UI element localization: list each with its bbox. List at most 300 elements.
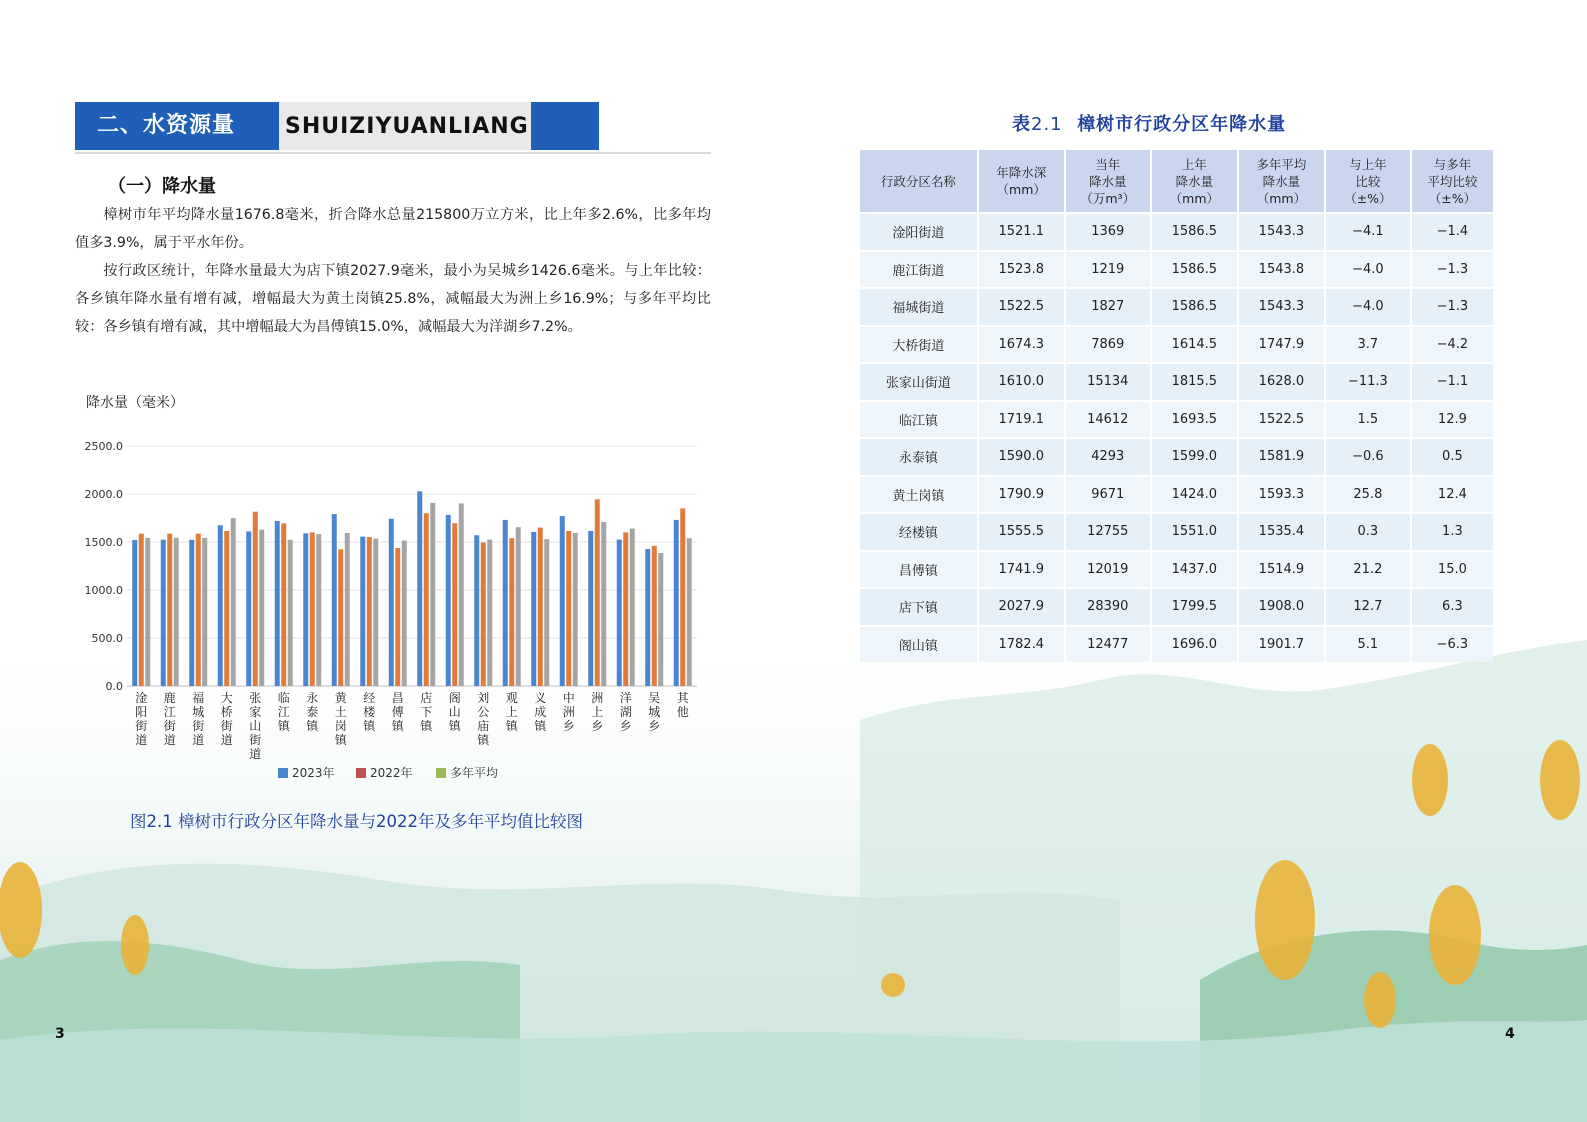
- table-cell-value: 1747.9: [1239, 325, 1326, 363]
- x-tick-char: 街: [135, 719, 148, 733]
- x-tick-char: 洲: [562, 705, 575, 719]
- table-row: [860, 400, 1493, 438]
- table-cell-value: 12.4: [1412, 475, 1493, 513]
- x-tick-char: 家: [249, 705, 262, 719]
- x-tick-char: 街: [220, 719, 233, 733]
- page-number-right: 4: [1505, 1026, 1515, 1042]
- x-tick-char: 洋: [619, 691, 632, 705]
- table-cell-value: 1424.0: [1152, 475, 1239, 513]
- x-tick-char: 城: [192, 705, 205, 719]
- subsection-title: （一）降水量: [108, 176, 216, 197]
- y-tick-label: 1500.0: [84, 536, 123, 549]
- table-header-line: 平均比较: [1427, 173, 1478, 189]
- table-header-row: [860, 150, 1493, 212]
- table-cell-value: 12477: [1066, 625, 1152, 663]
- table-cell-value: 1908.0: [1239, 587, 1326, 625]
- bar-average: [544, 539, 549, 686]
- table-cell-value: 0.5: [1412, 437, 1493, 475]
- y-tick-label: 2000.0: [84, 488, 123, 501]
- x-tick-char: 庙: [477, 719, 490, 733]
- legend-label-2023: 2023年: [292, 766, 335, 780]
- table-cell-value: 1590.0: [979, 437, 1066, 475]
- bar-2022: [424, 513, 429, 686]
- table-cell-value: 1523.8: [979, 250, 1066, 288]
- x-tick-label: [164, 690, 176, 747]
- x-tick-label: [648, 691, 660, 733]
- table-row: [860, 512, 1493, 550]
- table-header-line: 上年: [1181, 156, 1207, 172]
- table-cell-value: −4.2: [1412, 325, 1493, 363]
- x-tick-label: [335, 691, 348, 747]
- x-tick-char: 岗: [334, 719, 347, 733]
- table-cell-value: 1.5: [1326, 400, 1412, 438]
- table-cell-value: 1782.4: [979, 625, 1066, 663]
- table-cell-value: −0.6: [1326, 437, 1412, 475]
- bar-2022: [481, 542, 486, 686]
- x-tick-char: 鹿: [163, 691, 176, 705]
- x-tick-char: 淦: [135, 691, 148, 705]
- table-cell-region: 经楼镇: [860, 512, 979, 550]
- table-cell-value: 1799.5: [1152, 587, 1239, 625]
- x-tick-char: 乡: [591, 719, 604, 733]
- x-tick-char: 经: [363, 691, 376, 705]
- table-cell-value: 1555.5: [979, 512, 1066, 550]
- x-tick-label: [449, 690, 462, 733]
- x-tick-char: 江: [277, 705, 290, 719]
- table-header-line: 降水量: [1089, 173, 1127, 189]
- x-tick-label: [249, 691, 261, 760]
- bar-2022: [253, 512, 258, 686]
- y-tick-label: 1000.0: [84, 584, 123, 597]
- table-row: [860, 587, 1493, 625]
- table-cell-value: 21.2: [1326, 550, 1412, 588]
- table-cell-value: 5.1: [1326, 625, 1412, 663]
- table-cell-value: 0.3: [1326, 512, 1412, 550]
- table-header-cell: [979, 150, 1066, 212]
- table-cell-value: 9671: [1066, 475, 1152, 513]
- legend-label-2022: 2022年: [370, 766, 413, 780]
- header-divider: [75, 152, 711, 154]
- bar-2022: [652, 546, 657, 686]
- table-cell-value: 1719.1: [979, 400, 1066, 438]
- table-cell-value: 28390: [1066, 587, 1152, 625]
- x-tick-label: [135, 691, 147, 747]
- table-cell-value: 1369: [1066, 212, 1152, 250]
- table-cell-value: 1581.9: [1239, 437, 1326, 475]
- table-cell-region: 张家山街道: [860, 362, 979, 400]
- bar-2023: [674, 520, 679, 686]
- table-cell-value: 1551.0: [1152, 512, 1239, 550]
- bar-average: [630, 529, 635, 686]
- table-cell-value: −1.1: [1412, 362, 1493, 400]
- bar-average: [573, 533, 578, 686]
- x-tick-char: 阳: [135, 705, 148, 719]
- bar-2023: [132, 540, 137, 686]
- table-header-line: （万m³）: [1080, 190, 1136, 206]
- table-header-line: 与多年: [1433, 156, 1472, 172]
- x-tick-char: 吴: [648, 691, 661, 705]
- x-tick-char: 镇: [391, 719, 404, 733]
- bar-2023: [417, 491, 422, 686]
- x-tick-label: [192, 691, 204, 747]
- bar-2023: [531, 532, 536, 686]
- table-header-line: （±%）: [1428, 190, 1477, 206]
- y-tick-label: 2500.0: [84, 440, 123, 453]
- table-cell-value: 1610.0: [979, 362, 1066, 400]
- bar-average: [231, 518, 236, 686]
- x-tick-char: 黄: [334, 691, 347, 705]
- bar-2022: [196, 534, 201, 686]
- table-cell-value: 4293: [1066, 437, 1152, 475]
- x-tick-char: 永: [306, 691, 319, 705]
- table-cell-value: 1437.0: [1152, 550, 1239, 588]
- x-tick-char: 镇: [534, 719, 547, 733]
- table-header-cell: [860, 150, 979, 212]
- bar-2022: [680, 508, 685, 686]
- bar-2023: [503, 520, 508, 686]
- x-tick-label: [477, 691, 490, 747]
- table-header-cell: [1066, 150, 1152, 212]
- x-tick-label: [221, 690, 233, 747]
- x-tick-char: 福: [192, 691, 205, 705]
- x-tick-char: 傅: [391, 705, 404, 719]
- x-tick-char: 上: [591, 705, 604, 719]
- bar-2022: [224, 531, 229, 686]
- x-tick-char: 桥: [220, 705, 233, 719]
- table-cell-value: 1614.5: [1152, 325, 1239, 363]
- x-tick-char: 大: [220, 691, 233, 705]
- bar-2022: [338, 549, 343, 686]
- x-tick-char: 张: [249, 691, 262, 705]
- table-row: [860, 437, 1493, 475]
- table-cell-value: −1.4: [1412, 212, 1493, 250]
- x-tick-char: 楼: [363, 705, 376, 719]
- table-row: [860, 325, 1493, 363]
- table-cell-value: 12019: [1066, 550, 1152, 588]
- table-cell-value: 7869: [1066, 325, 1152, 363]
- x-tick-label: [306, 691, 319, 733]
- x-tick-char: 公: [477, 705, 490, 719]
- table-cell-value: 1543.3: [1239, 212, 1326, 250]
- bar-2023: [617, 540, 622, 686]
- table-caption: [1012, 110, 1286, 136]
- x-tick-char: 下: [420, 705, 433, 719]
- table-cell-value: 2027.9: [979, 587, 1066, 625]
- x-tick-char: 江: [163, 705, 176, 719]
- bar-2022: [367, 537, 372, 686]
- table-caption-prefix: 表: [1012, 114, 1031, 135]
- table-cell-region: 永泰镇: [860, 437, 979, 475]
- x-tick-char: 山: [448, 705, 461, 719]
- table-header-line: （±%）: [1344, 190, 1392, 206]
- x-tick-label: [392, 691, 405, 733]
- table-row: [860, 625, 1493, 663]
- table-cell-value: −4.1: [1326, 212, 1412, 250]
- table-cell-value: 15.0: [1412, 550, 1493, 588]
- bar-2022: [167, 534, 172, 686]
- rainfall-table: [860, 150, 1493, 662]
- x-tick-char: 湖: [619, 705, 632, 719]
- table-cell-value: 6.3: [1412, 587, 1493, 625]
- table-header-line: 降水量: [1175, 173, 1214, 189]
- table-caption-number: 2.1: [1031, 114, 1063, 135]
- table-cell-value: −1.3: [1412, 287, 1493, 325]
- section-title-en: SHUIZIYUANLIANG: [279, 102, 531, 150]
- table-cell-region: 昌傅镇: [860, 550, 979, 588]
- bar-average: [259, 530, 264, 686]
- table-cell-region: 大桥街道: [860, 325, 979, 363]
- table-cell-region: 淦阳街道: [860, 212, 979, 250]
- bar-average: [601, 522, 606, 686]
- table-cell-value: 1593.3: [1239, 475, 1326, 513]
- x-tick-char: 道: [220, 733, 233, 747]
- table-cell-value: 1586.5: [1152, 212, 1239, 250]
- table-cell-value: 1628.0: [1239, 362, 1326, 400]
- bar-average: [202, 538, 207, 686]
- x-tick-char: 镇: [277, 719, 290, 733]
- bar-average: [373, 539, 378, 686]
- table-row: [860, 550, 1493, 588]
- legend-item-2023: [278, 764, 335, 781]
- x-tick-char: 店: [420, 691, 433, 705]
- table-header-line: 与上年: [1349, 156, 1387, 172]
- x-tick-label: [506, 691, 519, 733]
- chart-y-axis-label: 降水量（毫米）: [86, 395, 184, 411]
- table-cell-value: 15134: [1066, 362, 1152, 400]
- table-header-line: 比较: [1355, 173, 1381, 189]
- x-tick-char: 他: [676, 705, 689, 719]
- bar-average: [687, 538, 692, 686]
- x-tick-char: 街: [192, 719, 205, 733]
- bar-2023: [332, 514, 337, 686]
- bar-2022: [538, 528, 543, 686]
- x-tick-char: 义: [534, 691, 547, 705]
- x-tick-char: 街: [163, 719, 176, 733]
- x-tick-char: 镇: [477, 733, 490, 747]
- table-header-cell: [1326, 150, 1412, 212]
- bar-2022: [509, 538, 514, 686]
- bar-2023: [560, 516, 565, 686]
- bar-2023: [588, 531, 593, 686]
- legend-swatch-average: [436, 768, 446, 778]
- table-cell-value: 12.7: [1326, 587, 1412, 625]
- bar-2022: [623, 532, 628, 686]
- y-tick-label: 0.0: [105, 680, 123, 693]
- x-tick-label: [591, 691, 603, 733]
- table-cell-value: −11.3: [1326, 362, 1412, 400]
- x-tick-char: 山: [249, 719, 262, 733]
- bar-2023: [360, 537, 365, 686]
- legend-label-average: 多年平均: [450, 766, 499, 780]
- table-row: [860, 475, 1493, 513]
- bar-2023: [645, 549, 650, 686]
- x-tick-char: 镇: [306, 719, 319, 733]
- legend-item-2022: [356, 764, 413, 781]
- table-header-cell: [1239, 150, 1326, 212]
- table-cell-value: 1790.9: [979, 475, 1066, 513]
- bar-2023: [161, 540, 166, 686]
- x-tick-char: 临: [277, 691, 290, 705]
- legend-item-average: [436, 764, 498, 781]
- x-tick-char: 镇: [448, 719, 461, 733]
- table-cell-value: 1741.9: [979, 550, 1066, 588]
- table-row: [860, 212, 1493, 250]
- bar-2022: [452, 523, 457, 686]
- table-cell-region: 福城街道: [860, 287, 979, 325]
- x-tick-char: 道: [135, 733, 148, 747]
- table-caption-title: 樟树市行政分区年降水量: [1077, 114, 1287, 135]
- x-tick-label: [620, 691, 632, 733]
- table-cell-value: 1827: [1066, 287, 1152, 325]
- table-cell-value: −4.0: [1326, 250, 1412, 288]
- x-tick-char: 城: [648, 705, 661, 719]
- table-cell-region: 店下镇: [860, 587, 979, 625]
- x-tick-char: 土: [334, 705, 347, 719]
- x-tick-label: [363, 691, 376, 733]
- legend-swatch-2023: [278, 768, 288, 778]
- bar-average: [316, 534, 321, 686]
- table-cell-value: 1219: [1066, 250, 1152, 288]
- bar-2023: [246, 531, 251, 686]
- bar-average: [459, 503, 464, 686]
- table-cell-value: 1586.5: [1152, 287, 1239, 325]
- y-tick-label: 500.0: [91, 632, 123, 645]
- x-tick-char: 洲: [591, 691, 604, 705]
- bar-2023: [303, 533, 308, 686]
- section-title-cn: 二、水资源量: [75, 102, 279, 150]
- bar-2023: [218, 525, 223, 686]
- table-cell-value: 1514.9: [1239, 550, 1326, 588]
- table-cell-value: 1674.3: [979, 325, 1066, 363]
- table-cell-value: 3.7: [1326, 325, 1412, 363]
- section-header: [75, 100, 605, 152]
- table-cell-value: 12.9: [1412, 400, 1493, 438]
- bar-average: [402, 541, 407, 686]
- table-cell-value: −4.0: [1326, 287, 1412, 325]
- x-tick-char: 镇: [505, 719, 518, 733]
- x-tick-char: 乡: [562, 719, 575, 733]
- bar-average: [487, 540, 492, 686]
- bar-2023: [275, 521, 280, 686]
- x-tick-char: 道: [249, 747, 262, 760]
- table-header-line: 当年: [1095, 156, 1121, 172]
- bar-2023: [389, 519, 394, 686]
- bar-2022: [395, 548, 400, 686]
- x-tick-label: [534, 691, 547, 733]
- table-cell-region: 临江镇: [860, 400, 979, 438]
- paragraph-1: 樟树市年平均降水量1676.8毫米，折合降水总量215800万立方米，比上年多2.6%，比多年均值多3.9%，属于平水年份。: [75, 207, 711, 251]
- legend-swatch-2022: [356, 768, 366, 778]
- x-tick-label: [278, 690, 291, 733]
- x-tick-char: 观: [505, 691, 518, 705]
- bar-average: [430, 503, 435, 686]
- table-cell-value: 1901.7: [1239, 625, 1326, 663]
- x-tick-char: 镇: [420, 719, 433, 733]
- table-cell-value: 1522.5: [1239, 400, 1326, 438]
- bar-average: [288, 540, 293, 686]
- x-tick-char: 街: [249, 733, 262, 747]
- bar-average: [145, 538, 150, 686]
- table-cell-value: 25.8: [1326, 475, 1412, 513]
- x-tick-char: 其: [676, 691, 689, 705]
- table-row: [860, 362, 1493, 400]
- table-header-line: 降水量: [1262, 173, 1301, 189]
- bar-2022: [595, 499, 600, 686]
- table-header-cell: [1412, 150, 1493, 212]
- table-header-line: 年降水深: [996, 165, 1047, 180]
- x-tick-char: 泰: [306, 705, 319, 719]
- page-number-left: 3: [55, 1026, 65, 1042]
- table-cell-value: 1586.5: [1152, 250, 1239, 288]
- bar-average: [516, 527, 521, 686]
- x-tick-char: 上: [505, 705, 518, 719]
- rainfall-bar-chart: [75, 420, 705, 760]
- x-tick-label: [563, 690, 575, 733]
- bar-2022: [139, 534, 144, 686]
- bar-average: [345, 533, 350, 686]
- x-tick-char: 阁: [448, 691, 461, 705]
- table-cell-value: 1543.3: [1239, 287, 1326, 325]
- table-header-line: （mm）: [1169, 190, 1219, 206]
- table-cell-value: 1522.5: [979, 287, 1066, 325]
- x-tick-label: [420, 690, 433, 733]
- x-tick-label: [677, 690, 690, 719]
- table-cell-value: 1599.0: [1152, 437, 1239, 475]
- x-tick-char: 镇: [334, 733, 347, 747]
- table-header-line: （mm）: [996, 182, 1046, 197]
- x-tick-char: 昌: [391, 691, 404, 705]
- table-row: [860, 287, 1493, 325]
- x-tick-char: 道: [192, 733, 205, 747]
- table-cell-value: 1521.1: [979, 212, 1066, 250]
- x-tick-char: 刘: [477, 691, 490, 705]
- x-tick-char: 乡: [619, 719, 632, 733]
- bar-average: [658, 553, 663, 686]
- table-cell-value: 1535.4: [1239, 512, 1326, 550]
- bar-2022: [281, 523, 286, 686]
- bar-2022: [310, 532, 315, 686]
- table-cell-value: 12755: [1066, 512, 1152, 550]
- table-cell-value: 1696.0: [1152, 625, 1239, 663]
- paragraph-2: 按行政区统计，年降水量最大为店下镇2027.9毫米，最小为吴城乡1426.6毫米。与上年比较：各乡镇年降水量有增有减，增幅最大为黄土岗镇25.8%，减幅最大为洲上乡16.9%；与多年平均比较：各乡镇有增有减，其中增幅最大为昌傅镇15.0%，减幅最大为洋湖乡7.2%。: [75, 263, 711, 335]
- table-cell-value: 1543.8: [1239, 250, 1326, 288]
- bar-2023: [189, 540, 194, 686]
- bar-2022: [566, 531, 571, 686]
- table-header-line: 行政分区名称: [880, 173, 956, 189]
- table-header-line: （mm）: [1256, 190, 1307, 206]
- table-cell-region: 黄土岗镇: [860, 475, 979, 513]
- table-cell-value: 1815.5: [1152, 362, 1239, 400]
- figure-caption: 图2.1 樟树市行政分区年降水量与2022年及多年平均值比较图: [130, 812, 583, 831]
- bar-average: [174, 538, 179, 686]
- x-tick-char: 镇: [363, 719, 376, 733]
- bar-2023: [446, 515, 451, 686]
- header-accent-block: [531, 102, 599, 150]
- table-cell-region: 鹿江街道: [860, 250, 979, 288]
- table-header-line: 多年平均: [1256, 156, 1307, 172]
- table-cell-value: 1693.5: [1152, 400, 1239, 438]
- x-tick-char: 成: [534, 705, 547, 719]
- bar-2023: [474, 535, 479, 686]
- x-tick-char: 中: [562, 691, 575, 705]
- x-tick-char: 道: [163, 733, 176, 747]
- table-cell-value: −1.3: [1412, 250, 1493, 288]
- table-header-cell: [1152, 150, 1239, 212]
- x-tick-char: 乡: [648, 719, 661, 733]
- table-row: [860, 250, 1493, 288]
- table-cell-value: 14612: [1066, 400, 1152, 438]
- table-cell-region: 阁山镇: [860, 625, 979, 663]
